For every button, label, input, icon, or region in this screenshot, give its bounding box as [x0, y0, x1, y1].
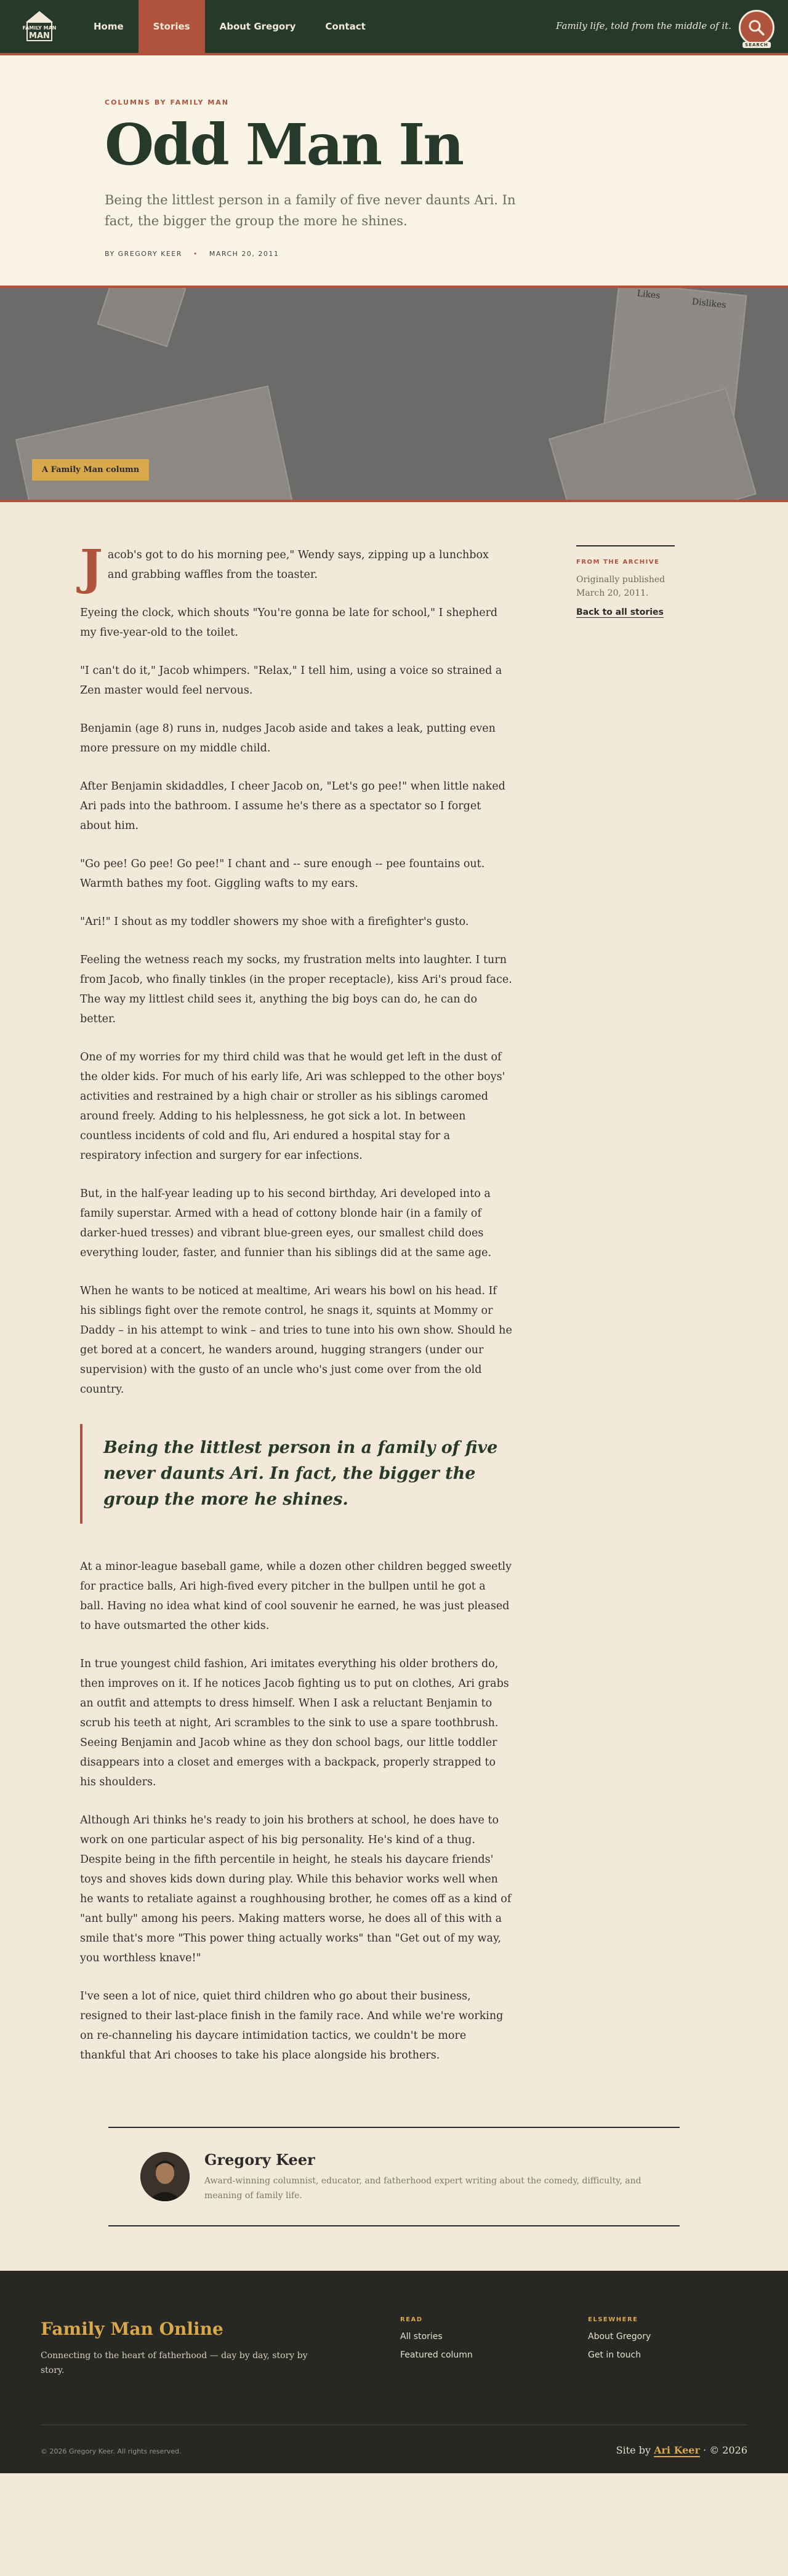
article-paragraph: Feeling the wetness reach my socks, my frustration melts into laughter. I turn from Jacob, who finally tinkles (in the proper receptacle), kiss Ari's proud face. The way my littlest child sees it, anything the big boys can do, he can do better. — [80, 954, 512, 1025]
author-info — [204, 2151, 648, 2203]
article-paragraph: "Go pee! Go pee! Go pee!" I chant and -- sure enough -- pee fountains out. Warmth bathes my foot. Giggling wafts to my ears. — [80, 858, 485, 890]
dislikes-label: Dislikes — [691, 297, 727, 311]
author-box — [108, 2127, 680, 2226]
article-subtitle: Being the littlest person in a family of five never daunts Ari. In fact, the bigger the group the more he shines. — [105, 193, 516, 229]
logo-text-top: FAMILY MAN — [22, 25, 57, 31]
banner-drawing-paper — [15, 385, 292, 502]
feature-banner — [0, 286, 788, 502]
pull-quote — [80, 1424, 512, 1524]
nav-stories[interactable]: Stories — [139, 0, 205, 53]
article-layout — [0, 502, 788, 2084]
article-paragraph: "I can't do it," Jacob whimpers. "Relax," I tell him, using a voice so strained a Zen master would feel nervous. — [80, 665, 502, 697]
footer-link-all-stories[interactable]: All stories — [400, 2332, 443, 2342]
site-logo[interactable] — [18, 6, 60, 47]
footer-site-credit — [616, 2444, 747, 2456]
footer-read-heading: READ — [400, 2316, 423, 2323]
footer-elsewhere-column — [588, 2316, 651, 2360]
search-label: SEARCH — [742, 42, 771, 48]
article-kicker: COLUMNS BY FAMILY MAN — [105, 98, 230, 106]
banner-photo-paper — [97, 286, 186, 347]
site-tagline: Family life, told from the middle of it. — [556, 20, 731, 31]
article-hero — [0, 55, 788, 286]
back-to-stories-link[interactable]: Back to all stories — [576, 607, 664, 617]
site-header — [0, 0, 788, 55]
nav-about-gregory[interactable]: About Gregory — [219, 21, 296, 32]
first-paragraph-text: acob's got to do his morning pee," Wendy says, zipping up a lunchbox and grabbing waffles from the toaster. — [107, 549, 489, 581]
article-title: Odd Man In — [105, 111, 463, 178]
pull-quote-text: Being the littlest person in a family of five never daunts Ari. In fact, the bigger the group the more he shines. — [103, 1438, 498, 1509]
dropcap: J — [80, 540, 103, 596]
footer-link-featured-column[interactable]: Featured column — [400, 2350, 473, 2360]
search-button[interactable] — [739, 10, 774, 46]
search-icon — [747, 18, 766, 37]
article-paragraph: After Benjamin skidaddles, I cheer Jacob on, "Let's go pee!" when little naked Ari pads into the bathroom. I assume he's there as a spectator so I forget about him. — [80, 780, 505, 832]
article-author: BY GREGORY KEER — [105, 250, 182, 258]
article-date: MARCH 20, 2011 — [209, 250, 279, 258]
footer-link-about-gregory[interactable]: About Gregory — [588, 2332, 651, 2342]
article-paragraph: Benjamin (age 8) runs in, nudges Jacob aside and takes a leak, putting even more pressure on my middle child. — [80, 722, 496, 754]
article-paragraph: One of my worries for my third child was that he would get left in the dust of the older kids. For much of his early life, Ari was schlepped to the other boys' activities and restrained by a high chair or stroller as his siblings caromed around freely. Adding to his helplessness, he got sick a lot. In between countless incidents of cold and flu, Ari endured a hospital stay for a respiratory infection and surgery for ear infections. — [80, 1051, 505, 1162]
article-paragraph: But, in the half-year leading up to his second birthday, Ari developed into a family superstar. Armed with a head of cottony blonde hair (in a family of darker-hued tresses) and vibrant blue-green eyes, our smallest child does everything louder, faster, and funnier than his siblings did at the same age. — [80, 1188, 492, 1259]
article-paragraph: At a minor-league baseball game, while a dozen other children begged sweetly for practice balls, Ari high-fived every pitcher in the bullpen until he got a ball. Having no idea what kind of cool souvenir he earned, he was just pleased to have outsmarted the other kids. — [80, 1561, 512, 1632]
banner-tag: A Family Man column — [32, 459, 149, 481]
site-footer — [0, 2271, 788, 2473]
footer-brand: Family Man Online — [41, 2319, 223, 2339]
author-name: Gregory Keer — [204, 2150, 315, 2169]
author-bio: Award-winning columnist, educator, and fatherhood expert writing about the comedy, difficulty, and meaning of family life. — [204, 2175, 641, 2201]
article-paragraph: When he wants to be noticed at mealtime, Ari wears his bowl on his head. If his siblings fight over the remote control, he snags it, squints at Mommy or Daddy – in his attempt to wink – and tries to tune into his own show. Should he get bored at a concert, he wanders around, hugging strangers (under our supervision) with the gusto of an uncle who's just come over from the old country. — [80, 1285, 512, 1396]
footer-read-column — [400, 2316, 473, 2360]
site-credit-link[interactable]: Ari Keer — [654, 2444, 700, 2456]
article-body — [80, 540, 512, 2084]
nav-home[interactable]: Home — [94, 21, 124, 32]
article-meta — [105, 250, 788, 258]
likes-label: Likes — [637, 289, 661, 301]
site-credit-suffix: · © 2026 — [703, 2444, 747, 2456]
article-paragraph: In true youngest child fashion, Ari imitates everything his older brothers do, then improves on it. If he notices Jacob fighting us to put on clothes, Ari grabs an outfit and attempts to dress himself. When I ask a reluctant Benjamin to scrub his teeth at night, Ari scrambles to the sink to use a spare toothbrush. Seeing Benjamin and Jacob whine as they don school bags, our little toddler disappears into a closet and emerges with a backpack, properly strapped to his shoulders. — [80, 1658, 509, 1788]
author-avatar — [140, 2152, 190, 2201]
article-paragraph: I've seen a lot of nice, quiet third children who go about their business, resigned to their last-place finish in the family race. And while we're working on re-channeling his daycare intimidation tactics, we couldn't be more thankful that Ari chooses to take his place alongside his brothers. — [80, 1990, 504, 2062]
site-credit-prefix: Site by — [616, 2444, 651, 2456]
article-first-paragraph — [80, 540, 512, 596]
meta-separator: • — [193, 250, 198, 258]
article-paragraph: Eyeing the clock, which shouts "You're gonna be late for school," I shepherd my five-year-old to the toilet. — [80, 607, 498, 639]
article-paragraph: Although Ari thinks he's ready to join his brothers at school, he does have to work on one particular aspect of his big personality. He's kind of a thug. Despite being in the fifth percentile in height, he steals his daycare friends' toys and shoves kids down during play. While this behavior works well when he wants to retaliate against a roughhousing brother, he comes off as a kind of "ant bully" among his peers. Making matters worse, he does all of this with a smile that's more "This power thing actually works" than "Get out of my way, you worthless knave!" — [80, 1814, 512, 1964]
nav-contact[interactable]: Contact — [325, 21, 366, 32]
main-nav — [79, 0, 380, 53]
footer-copyright: © 2026 Gregory Keer. All rights reserved. — [41, 2447, 182, 2455]
footer-description: Connecting to the heart of fatherhood — day by day, story by story. — [41, 2351, 308, 2375]
logo-icon — [21, 7, 58, 46]
svg-text:MAN: MAN — [29, 31, 50, 41]
footer-link-get-in-touch[interactable]: Get in touch — [588, 2350, 641, 2360]
footer-elsewhere-heading: ELSEWHERE — [588, 2316, 638, 2323]
sidebar-heading: FROM THE ARCHIVE — [576, 559, 660, 566]
archive-sidebar — [576, 545, 675, 631]
article-paragraph: "Ari!" I shout as my toddler showers my shoe with a firefighter's gusto. — [80, 916, 469, 928]
sidebar-published-note: Originally published March 20, 2011. — [576, 575, 665, 598]
